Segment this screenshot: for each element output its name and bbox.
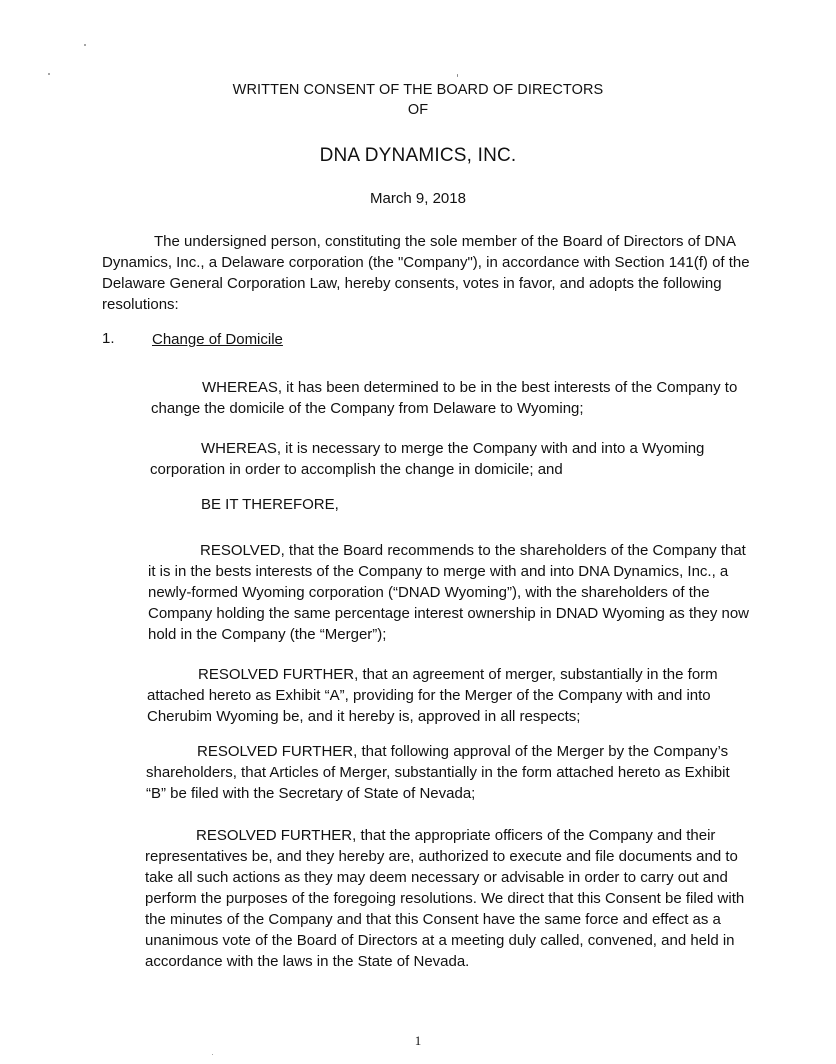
scan-speck xyxy=(457,74,458,77)
page-number: 1 xyxy=(414,1033,422,1048)
intro-paragraph: The undersigned person, constituting the sole member of the Board of Directors of DNA Dynamics, Inc., a Delaware corporation (the "Company"), in accordance with Section 141(f) of the Delaware General Corporation Law, hereby consents, votes in favor, and adopts the following resolutions: xyxy=(102,233,750,313)
resolved-paragraph-1: RESOLVED, that the Board recommends to the shareholders of the Company that it is in the bests interests of the Company to merge with and into DNA Dynamics, Inc., a newly-formed Wyoming corporation (“DNAD Wyoming”), with the shareholders of the Company holding the same percentage interest ownership in DNAD Wyoming as they now hold in the Company (the “Merger”); xyxy=(148,542,750,643)
resolved-further-paragraph-1: RESOLVED FURTHER, that an agreement of merger, substantially in the form attached hereto as Exhibit “A”, providing for the Merger of the Company with and into Cherubim Wyoming be, and it hereby is, approved in all respects; xyxy=(147,666,718,725)
resolved-further-paragraph-2: RESOLVED FURTHER, that following approval of the Merger by the Company’s shareholders, that Articles of Merger, substantially in the form attached hereto as Exhibit “B” be filed with the Secretary of State of Nevada; xyxy=(146,743,730,802)
be-it-therefore: BE IT THEREFORE, xyxy=(201,496,339,513)
section-title: Change of Domicile xyxy=(152,331,283,348)
scan-speck xyxy=(84,44,86,46)
scan-speck xyxy=(212,1054,213,1055)
section-number: 1. xyxy=(102,330,115,347)
whereas-paragraph-1: WHEREAS, it has been determined to be in the best interests of the Company to change the domicile of the Company from Delaware to Wyoming; xyxy=(151,379,738,417)
resolved-further-paragraph-3: RESOLVED FURTHER, that the appropriate officers of the Company and their representatives be, and they hereby are, authorized to execute and file documents and to take all such actions as they may deem necessary or advisable in order to carry out and perform the purposes of the foregoing resolutions. We direct that this Consent be filed with the minutes of the Company and that this Consent have the same force and effect as a unanimous vote of the Board of Directors at a meeting duly called, convened, and held in accordance with the laws in the State of Nevada. xyxy=(145,827,745,970)
document-date: March 9, 2018 xyxy=(370,190,466,207)
company-name: DNA DYNAMICS, INC. xyxy=(319,145,517,166)
document-heading-line2: OF xyxy=(407,102,429,118)
scan-speck xyxy=(48,73,50,75)
document-heading-line1: WRITTEN CONSENT OF THE BOARD OF DIRECTORS xyxy=(232,82,604,98)
whereas-paragraph-2: WHEREAS, it is necessary to merge the Company with and into a Wyoming corporation in order to accomplish the change in domicile; and xyxy=(150,440,705,478)
